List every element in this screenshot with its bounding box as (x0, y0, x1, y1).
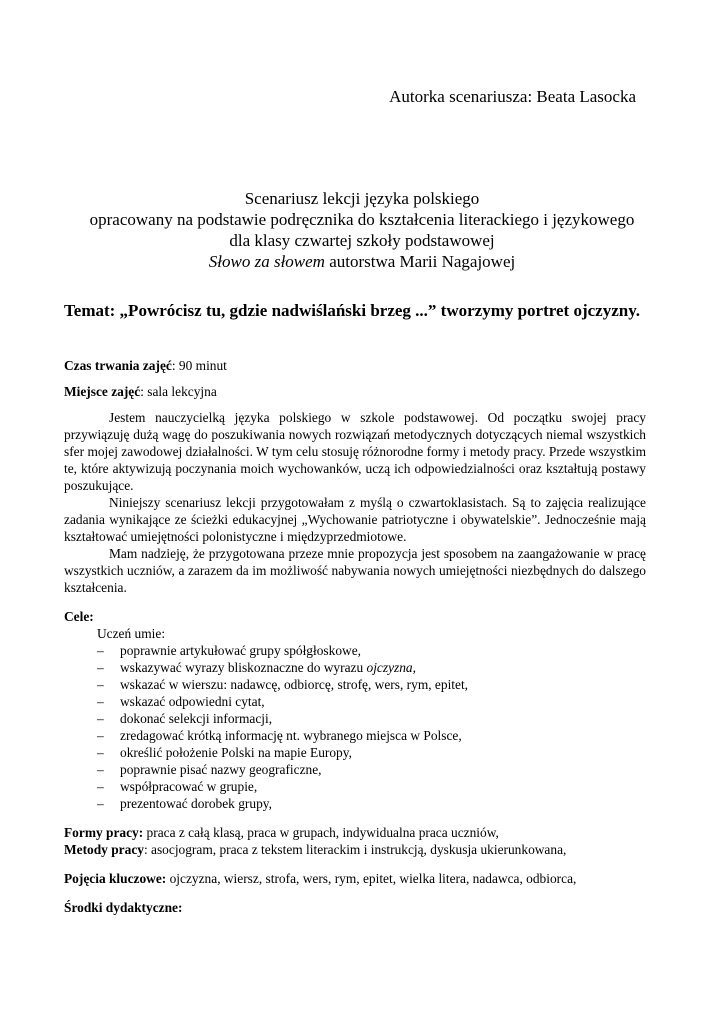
dash-bullet: – (97, 643, 104, 658)
title-line-2: opracowany na podstawie podręcznika do kształcenia literackiego i językowego (89, 210, 635, 229)
methods-line (64, 841, 646, 858)
dash-bullet: – (97, 711, 104, 726)
list-item: – określić położenie Polski na mapie Europy, (97, 745, 352, 760)
duration-value: : 90 minut (171, 358, 227, 373)
place-label: Miejsce zajęć (64, 384, 141, 399)
duration-label: Czas trwania zajęć (64, 358, 172, 373)
document-title (0, 188, 724, 272)
textbook-title: Słowo za słowem (208, 252, 325, 271)
dash-bullet: – (97, 677, 104, 692)
title-line-1: Scenariusz lekcji języka polskiego (244, 189, 480, 208)
forms-line (64, 824, 646, 841)
methods-value: : asocjogram, praca z tekstem literackim i instrukcją, dyskusja ukierunkowana, (143, 842, 567, 857)
textbook-author: autorstwa Marii Nagajowej (324, 252, 516, 271)
list-item: – wskazać w wierszu: nadawcę, odbiorcę, strofę, wers, rym, epitet, (97, 677, 469, 692)
intro-paragraph-1: Jestem nauczycielką języka polskiego w szkole podstawowej. Od początku swojej pracy przywiązuję dużą wagę do poszukiwania nowych rozwiązań metodycznych dotyczących niemal wszystkich sfer mojej zawodowej działalności. W tym celu stosuję różnorodne formy i metody pracy. Przede wszystkim te, które aktywizują poczynania moich wychowanków, uczą ich odpowiedzialności oraz kształtują postawy poszukujące. (64, 410, 646, 493)
list-item: – zredagować krótką informację nt. wybranego miejsca w Polsce, (97, 728, 462, 743)
place-line (64, 383, 646, 400)
dash-bullet: – (97, 694, 104, 709)
list-item: – poprawnie artykułować grupy spółgłoskowe, (97, 643, 361, 658)
forms-value: praca z całą klasą, praca w grupach, indywidualna praca uczniów, (143, 825, 499, 840)
list-item: – dokonać selekcji informacji, (97, 711, 273, 726)
dash-bullet: – (97, 728, 104, 743)
lesson-topic: Temat: „Powrócisz tu, gdzie nadwiślański brzeg ...” tworzymy portret ojczyzny. (64, 301, 641, 320)
concepts-value: ojczyzna, wiersz, strofa, wers, rym, epitet, wielka litera, nadawca, odbiorca, (166, 871, 577, 886)
place-value: : sala lekcyjna (140, 384, 217, 399)
means-line (64, 899, 646, 916)
means-label: Środki dydaktyczne: (64, 900, 183, 915)
title-line-4 (0, 251, 724, 272)
list-item: – prezentować dorobek grupy, (97, 796, 272, 811)
lesson-content (64, 357, 646, 916)
dash-bullet: – (97, 796, 104, 811)
methods-label: Metody pracy (64, 842, 144, 857)
goals-intro: Uczeń umie: (97, 626, 166, 641)
dash-bullet: – (97, 762, 104, 777)
list-item: – wskazać odpowiedni cytat, (97, 694, 265, 709)
dash-bullet: – (97, 745, 104, 760)
goals-list (64, 642, 646, 812)
intro-paragraph-2: Niniejszy scenariusz lekcji przygotowałam z myślą o czwartoklasistach. Są to zajęcia realizujące zadania wynikające ze ścieżki edukacyjnej „Wychowanie patriotyczne i obywatelskie”. Jednocześnie mają kształtować umiejętności polonistyczne i międzyprzedmiotowe. (64, 495, 646, 544)
intro-paragraph-3: Mam nadzieję, że przygotowana przeze mnie propozycja jest sposobem na zaangażowanie w pracę wszystkich uczniów, a zarazem da im możliwość nabywania nowych umiejętności niezbędnych do dalszego kształcenia. (64, 546, 646, 595)
keyword-italic: ojczyzna, (366, 660, 416, 675)
title-line-3: dla klasy czwartej szkoły podstawowej (229, 231, 495, 250)
goals-heading: Cele: (64, 609, 94, 624)
list-item: – współpracować w grupie, (97, 779, 258, 794)
concepts-line (64, 870, 646, 887)
author-line: Autorka scenariusza: Beata Lasocka (389, 87, 636, 106)
forms-label: Formy pracy: (64, 825, 144, 840)
dash-bullet: – (97, 779, 104, 794)
duration-line (64, 357, 646, 374)
list-item: – wskazywać wyrazy bliskoznaczne do wyrazu ojczyzna, (97, 660, 416, 675)
dash-bullet: – (97, 660, 104, 675)
list-item: – poprawnie pisać nazwy geograficzne, (97, 762, 322, 777)
concepts-label: Pojęcia kluczowe: (64, 871, 167, 886)
